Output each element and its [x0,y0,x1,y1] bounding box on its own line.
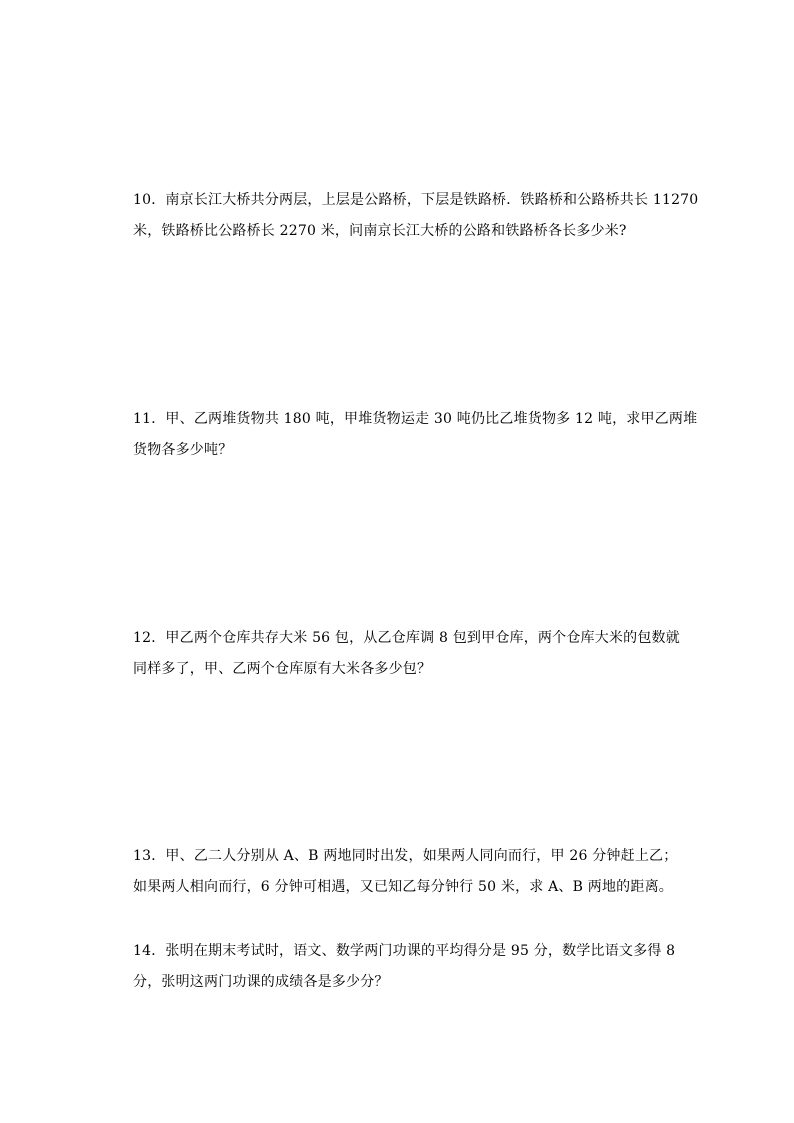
problem-10 [133,185,699,247]
problem-13 [133,841,678,903]
problem-12 [133,623,680,685]
problem-13-line-2: 如果两人相向而行，6 分钟可相遇，又已知乙每分钟行 50 米，求 A、B 两地的距离。 [133,879,673,895]
problem-14-line-2: 分，张明这两门功课的成绩各是多少分？ [133,974,389,990]
problem-12-line-2: 同样多了，甲、乙两个仓库原有大米各多少包？ [133,661,432,677]
problem-11-line-1: 11．甲、乙两堆货物共 180 吨，甲堆货物运走 30 吨仍比乙堆货物多 12 吨，求甲乙两堆 [133,411,698,427]
problem-14-line-1: 14．张明在期末考试时，语文、数学两门功课的平均得分是 95 分，数学比语文多得 8 [133,943,676,959]
problem-11 [133,404,698,466]
problem-13-line-1: 13．甲、乙二人分别从 A、B 两地同时出发，如果两人同向而行，甲 26 分钟赶上乙； [133,848,678,864]
problem-14 [133,936,676,998]
problem-10-line-1: 10．南京长江大桥共分两层，上层是公路桥，下层是铁路桥．铁路桥和公路桥共长 11270 [133,192,699,208]
problem-11-line-2: 货物各多少吨？ [133,442,233,458]
problem-10-line-2: 米，铁路桥比公路桥长 2270 米，问南京长江大桥的公路和铁路桥各长多少米? [133,223,627,239]
problem-12-line-1: 12．甲乙两个仓库共存大米 56 包，从乙仓库调 8 包到甲仓库，两个仓库大米的包数就 [133,630,680,646]
